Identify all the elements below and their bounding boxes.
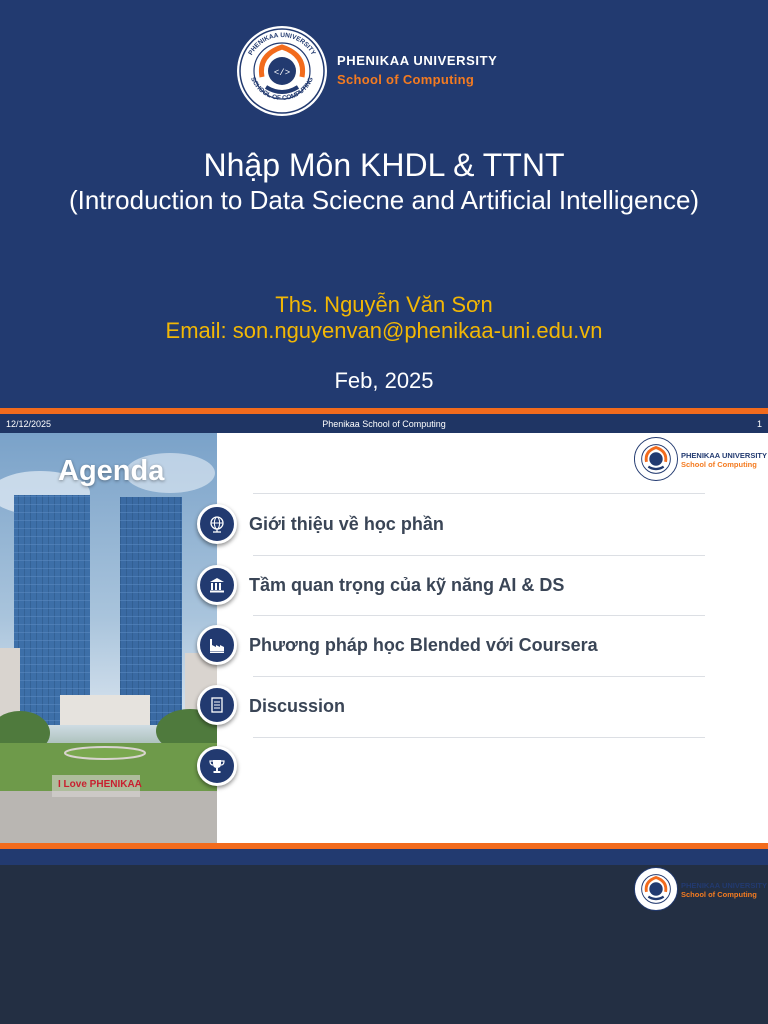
title-slide (0, 0, 768, 418)
author-email: Email: son.nguyenvan@phenikaa-uni.edu.vn (165, 318, 603, 343)
agenda-bullet-2 (197, 565, 237, 605)
presentation-date: Feb, 2025 (334, 368, 434, 393)
footer-date: 12/12/2025 (6, 419, 52, 429)
footer-page-number: 1 (756, 419, 762, 429)
agenda-bullet-1 (197, 504, 237, 544)
slide-footer (0, 414, 768, 433)
campus-photo (0, 433, 217, 843)
slide-band (0, 849, 768, 865)
building-icon (208, 576, 226, 594)
agenda-item-3: Phương pháp học Blended với Coursera (249, 635, 598, 655)
university-name: PHENIKAA UNIVERSITY (337, 53, 498, 68)
university-logo-small (634, 437, 678, 481)
university-name-small: PHENIKAA UNIVERSITY (681, 881, 767, 890)
agenda-item-4: Discussion (249, 696, 346, 716)
agenda-bullet-5 (197, 746, 237, 786)
agenda-divider (253, 737, 705, 738)
slide-subtitle: (Introduction to Data Sciecne and Artificial Intelligence) (68, 185, 700, 215)
school-name: School of Computing (337, 72, 475, 87)
agenda-divider (253, 676, 705, 677)
university-name-small: PHENIKAA UNIVERSITY (681, 451, 767, 460)
agenda-bullet-3 (197, 625, 237, 665)
agenda-divider (253, 493, 705, 494)
agenda-item-1: Giới thiệu về học phần (249, 514, 444, 534)
svg-text:</>: </> (273, 68, 291, 78)
school-name-small: School of Computing (681, 460, 757, 469)
agenda-item-2: Tầm quan trọng của kỹ năng AI & DS (249, 575, 565, 595)
document-icon (208, 696, 226, 714)
campus-sign: I Love PHENIKAA (58, 779, 142, 790)
trophy-icon (208, 757, 226, 775)
agenda-bullet-4 (197, 685, 237, 725)
svg-text:PHENIKAA UNIVERSITY: PHENIKAA UNIVERSITY (247, 31, 317, 57)
svg-text:SCHOOL OF COMPUTING: SCHOOL OF COMPUTING (249, 76, 315, 103)
slide-title: Nhập Môn KHDL & TTNT (203, 147, 565, 183)
school-name-small: School of Computing (681, 890, 757, 899)
footer-center-text: Phenikaa School of Computing (322, 419, 446, 429)
agenda-divider (253, 555, 705, 556)
university-logo-small (634, 867, 678, 911)
agenda-heading: Agenda (58, 455, 165, 487)
university-logo (236, 25, 328, 117)
agenda-divider (253, 615, 705, 616)
globe-icon (208, 515, 226, 533)
author-name: Ths. Nguyễn Văn Sơn (275, 292, 493, 317)
agenda-slide (0, 433, 768, 843)
factory-icon (208, 636, 226, 654)
